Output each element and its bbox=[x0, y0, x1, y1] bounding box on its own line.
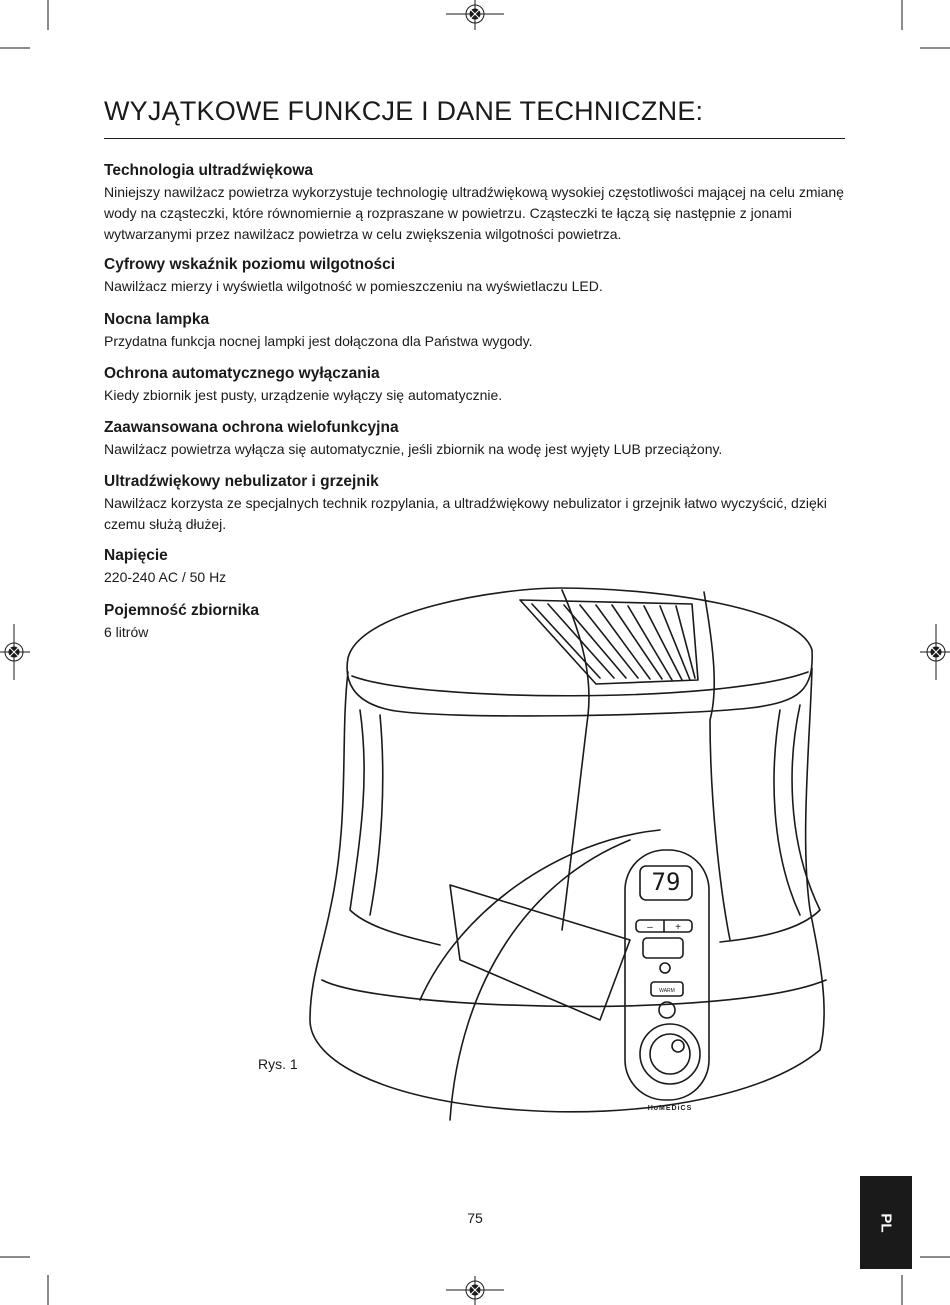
section-tank-capacity bbox=[104, 600, 259, 643]
section-heading: Nocna lampka bbox=[104, 311, 210, 328]
language-tab bbox=[860, 1176, 912, 1269]
section-heading: Ochrona automatycznego wyłączania bbox=[104, 365, 380, 382]
brand-logo: HoMEDiCS bbox=[647, 1105, 693, 1112]
minus-label: – bbox=[647, 922, 653, 933]
warm-label: WARM bbox=[659, 988, 675, 994]
section-voltage bbox=[104, 545, 226, 588]
section-body: Kiedy zbiornik jest pusty, urządzenie wyłączy się automatycznie. bbox=[104, 387, 503, 403]
vent-slats bbox=[532, 604, 695, 680]
plus-label: + bbox=[675, 922, 681, 933]
section-body: Przydatna funkcja nocnej lampki jest dołączona dla Państwa wygody. bbox=[104, 333, 533, 349]
section-body: Nawilżacz mierzy i wyświetla wilgotność w pomieszczeniu na wyświetlaczu LED. bbox=[104, 278, 603, 294]
registration-mark-left bbox=[0, 624, 30, 680]
section-heading: Technologia ultradźwiękowa bbox=[104, 162, 313, 179]
humidifier-illustration bbox=[300, 580, 860, 1135]
section-multi-protection bbox=[104, 417, 722, 460]
section-body: Nawilżacz korzysta ze specjalnych technik rozpylania, a ultradźwiękowy nebulizator i grzejnik łatwo wyczyścić, dzięki czemu służą dłużej. bbox=[104, 495, 827, 532]
section-night-light bbox=[104, 309, 533, 352]
figure-caption: Rys. 1 bbox=[258, 1056, 298, 1072]
registration-mark-top bbox=[446, 0, 504, 30]
section-body: 6 litrów bbox=[104, 624, 149, 640]
section-body: Niniejszy nawilżacz powietrza wykorzystuje technologię ultradźwiękową wysokiej częstotliwości mającej na celu zmianę wody na cząsteczki, które równomiernie ą rozpraszane w powietrzu. Cząsteczki te łączą się następnie z jonami wytwarzanymi przez nawilżacz powietrza w celu zwiększenia wilgotności powietrza. bbox=[104, 184, 844, 242]
section-heading: Cyfrowy wskaźnik poziomu wilgotności bbox=[104, 256, 396, 273]
section-nebulizer-heater bbox=[104, 471, 844, 535]
humidity-display-readout: 79 bbox=[651, 868, 681, 896]
language-tab-label: PL bbox=[877, 1212, 895, 1233]
registration-mark-right bbox=[920, 624, 950, 680]
section-auto-shutoff bbox=[104, 363, 502, 406]
section-heading: Ultradźwiękowy nebulizator i grzejnik bbox=[104, 473, 379, 490]
registration-mark-bottom bbox=[446, 1276, 504, 1305]
section-heading: Pojemność zbiornika bbox=[104, 602, 260, 619]
page-title: WYJĄTKOWE FUNKCJE I DANE TECHNICZNE: bbox=[104, 96, 704, 126]
page-number: 75 bbox=[467, 1210, 483, 1226]
title-divider bbox=[104, 138, 845, 139]
section-humidity-display bbox=[104, 254, 603, 297]
section-body: 220-240 AC / 50 Hz bbox=[104, 569, 227, 585]
section-heading: Zaawansowana ochrona wielofunkcyjna bbox=[104, 419, 399, 436]
lid-outline bbox=[347, 588, 812, 716]
section-heading: Napięcie bbox=[104, 547, 168, 564]
section-ultrasonic bbox=[104, 160, 844, 245]
section-body: Nawilżacz powietrza wyłącza się automatycznie, jeśli zbiornik na wodę jest wyjęty LUB przeciążony. bbox=[104, 441, 723, 457]
